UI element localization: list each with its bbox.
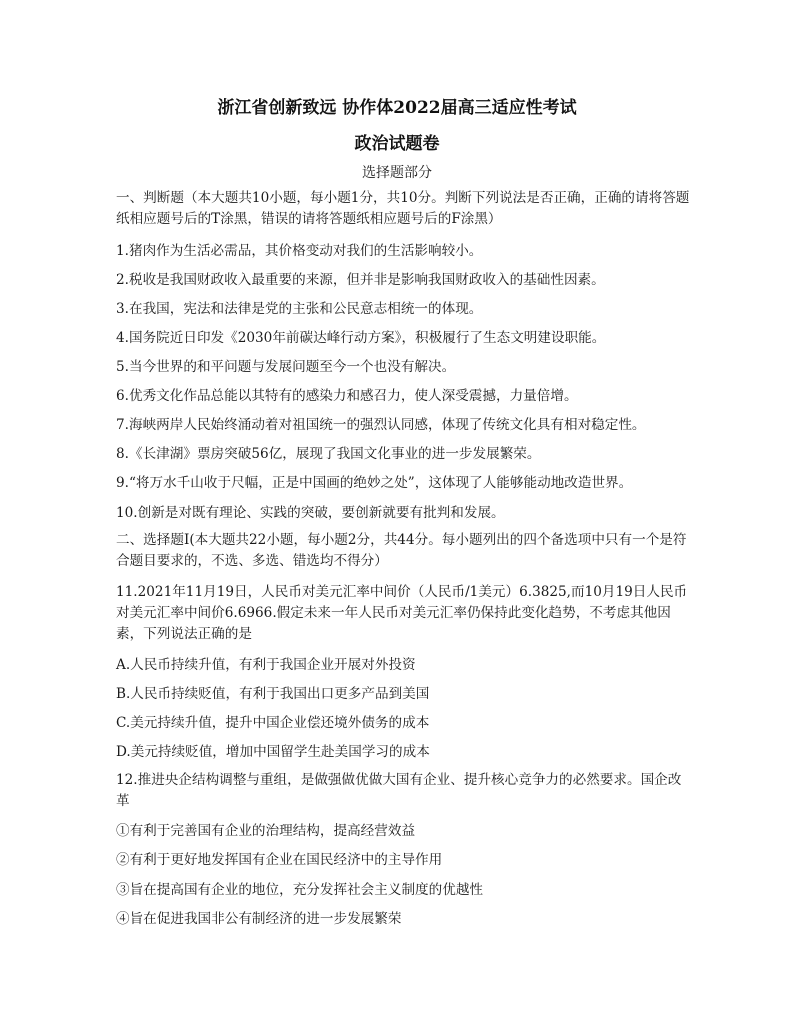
question-12-option-3: ③旨在提高国有企业的地位，充分发挥社会主义制度的优越性: [116, 882, 484, 898]
exam-title: 浙江省创新致远 协作体2022届高三适应性考试: [217, 98, 577, 118]
judgment-item-7: 7.海峡两岸人民始终涌动着对祖国统一的强烈认同感，体现了传统文化具有相对稳定性。: [116, 417, 646, 433]
question-12-option-1: ①有利于完善国有企业的治理结构，提高经营效益: [116, 823, 416, 839]
exam-subtitle: 政治试题卷: [354, 134, 440, 154]
question-11-option-b: B.人民币持续贬值，有利于我国出口更多产品到美国: [116, 686, 430, 702]
judgment-item-1: 1.猪肉作为生活必需品，其价格变动对我们的生活影响较小。: [116, 243, 483, 259]
question-11-option-a: A.人民币持续升值，有利于我国企业开展对外投资: [116, 657, 416, 673]
judgment-item-2: 2.税收是我国财政收入最重要的来源，但并非是影响我国财政收入的基础性因素。: [116, 272, 605, 288]
judgment-item-5: 5.当今世界的和平问题与发展问题至今一个也没有解决。: [116, 359, 456, 375]
question-12-option-4: ④旨在促进我国非公有制经济的进一步发展繁荣: [116, 911, 402, 927]
section-label: 选择题部分: [362, 165, 432, 181]
question-11-option-c: C.美元持续升值，提升中国企业偿还境外债务的成本: [116, 715, 430, 731]
judgment-item-8: 8.《长津湖》票房突破56亿，展现了我国文化事业的进一步发展繁荣。: [116, 446, 541, 462]
question-12-option-2: ②有利于更好地发挥国有企业在国民经济中的主导作用: [116, 852, 443, 868]
judgment-item-4: 4.国务院近日印发《2030年前碳达峰行动方案》，积极履行了生态文明建设职能。: [116, 330, 606, 346]
judgment-item-6: 6.优秀文化作品总能以其特有的感染力和感召力，使人深受震撼，力量倍增。: [116, 388, 578, 404]
judgment-item-9: 9.“将万水千山收于尺幅，正是中国画的绝妙之处”，这体现了人能够能动地改造世界。: [116, 475, 633, 491]
question-11-stem: 11.2021年11月19日，人民币对美元汇率中间价（人民币/1美元）6.3825,而10月19日人民币对美元汇率中间价6.6966.假定未来一年人民币对美元汇率仍保持此变化趋势，不考虑其他因素，下列说法正确的是: [116, 584, 688, 642]
judgment-item-10: 10.创新是对既有理论、实践的突破，要创新就要有批判和发展。: [116, 505, 505, 521]
part1-instructions: 一、判断题（本大题共10小题，每小题1分，共10分。判断下列说法是否正确，正确的请将答题纸相应题号后的T涂黑，错误的请将答题纸相应题号后的F涂黑）: [116, 190, 690, 227]
question-11-option-d: D.美元持续贬值，增加中国留学生赴美国学习的成本: [116, 744, 430, 760]
judgment-item-3: 3.在我国，宪法和法律是党的主张和公民意志相统一的体现。: [116, 301, 483, 317]
part2-instructions: 二、选择题I(本大题共22小题，每小题2分，共44分。每小题列出的四个备选项中只有一个是符合题目要求的，不选、多选、错选均不得分）: [116, 532, 687, 569]
question-12-stem: 12.推进央企结构调整与重组，是做强做优做大国有企业、提升核心竞争力的必然要求。国企改革: [116, 772, 682, 809]
